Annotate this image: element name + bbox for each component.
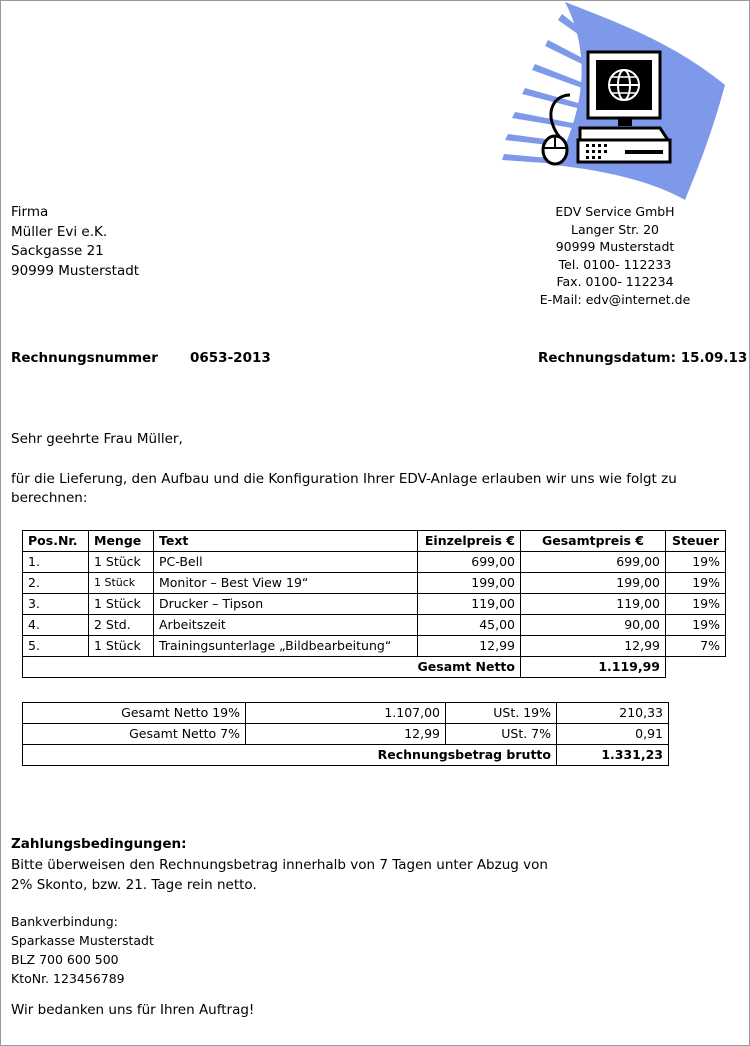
- table-cell: 699,00: [418, 552, 521, 573]
- recipient-line: Firma: [11, 204, 49, 220]
- table-cell: 4.: [23, 615, 89, 636]
- recipient-line: 90999 Musterstadt: [11, 262, 140, 279]
- table-header-row: [23, 531, 726, 552]
- column-header: Text: [154, 531, 418, 552]
- table-row: [23, 573, 726, 594]
- table-cell: USt. 7%: [446, 724, 557, 745]
- table-cell: 12,99: [418, 636, 521, 657]
- invoice-number-label: Rechnungsnummer: [11, 350, 158, 366]
- table-cell: 2.: [23, 573, 89, 594]
- table-gross-row: [23, 745, 669, 766]
- column-header: Einzelpreis €: [418, 531, 521, 552]
- sender-line: Tel. 0100- 112233: [558, 256, 672, 272]
- recipient-address: [11, 203, 139, 281]
- table-cell: 3.: [23, 594, 89, 615]
- table-cell: 1 Stück: [89, 552, 154, 573]
- mouse-icon: [543, 95, 570, 164]
- table-row: [23, 703, 669, 724]
- table-cell: 1 Stück: [89, 636, 154, 657]
- table-row: [23, 615, 726, 636]
- computer-clipart-icon: [500, 0, 730, 205]
- invoice-date: Rechnungsdatum: 15.09.13: [538, 350, 748, 366]
- empty-cell: [666, 657, 726, 678]
- table-cell: 5.: [23, 636, 89, 657]
- salutation: Sehr geehrte Frau Müller,: [11, 431, 183, 447]
- table-row: [23, 594, 726, 615]
- table-cell: 12,99: [521, 636, 666, 657]
- table-cell: 199,00: [521, 573, 666, 594]
- table-cell: 45,00: [418, 615, 521, 636]
- table-cell: 2 Std.: [89, 615, 154, 636]
- table-cell: Arbeitszeit: [154, 615, 418, 636]
- table-row: [23, 636, 726, 657]
- column-header: Gesamtpreis €: [521, 531, 666, 552]
- table-cell: 1.107,00: [246, 703, 446, 724]
- table-cell: 90,00: [521, 615, 666, 636]
- table-cell: 199,00: [418, 573, 521, 594]
- sender-line: Fax. 0100- 112234: [556, 274, 674, 289]
- column-header: Steuer: [666, 531, 726, 552]
- sender-line: Langer Str. 20: [571, 221, 659, 237]
- table-cell: Gesamt Netto 19%: [23, 703, 246, 724]
- table-cell: Drucker – Tipson: [154, 594, 418, 615]
- bank-line: Sparkasse Musterstadt: [11, 933, 154, 948]
- payment-terms-title: Zahlungsbedingungen:: [11, 836, 187, 852]
- table-cell: 119,00: [418, 594, 521, 615]
- recipient-line: Müller Evi e.K.: [11, 223, 108, 240]
- column-header: Menge: [89, 531, 154, 552]
- table-row: [23, 552, 726, 573]
- bank-line: BLZ 700 600 500: [11, 952, 119, 967]
- sender-address: [520, 203, 710, 308]
- column-header: Pos.Nr.: [23, 531, 89, 552]
- keyboard-icon: [578, 128, 670, 162]
- payment-terms-line: Bitte überweisen den Rechnungsbetrag innerhalb von 7 Tagen unter Abzug von: [11, 857, 548, 873]
- net-total-value: 1.119,99: [521, 657, 666, 678]
- table-cell: 19%: [666, 573, 726, 594]
- bank-line: Bankverbindung:: [11, 914, 118, 929]
- table-total-row: [23, 657, 726, 678]
- gross-total-value: 1.331,23: [557, 745, 669, 766]
- closing-text: Wir bedanken uns für Ihren Auftrag!: [11, 1002, 255, 1018]
- payment-terms-line: 2% Skonto, bzw. 21. Tage rein netto.: [11, 877, 257, 893]
- table-cell: 699,00: [521, 552, 666, 573]
- table-cell: PC-Bell: [154, 552, 418, 573]
- table-cell: 1 Stück: [89, 573, 154, 594]
- table-cell: 19%: [666, 615, 726, 636]
- summary-table: [22, 702, 669, 766]
- bank-line: KtoNr. 123456789: [11, 971, 125, 986]
- table-cell: 210,33: [557, 703, 669, 724]
- invoice-number: 0653-2013: [190, 350, 271, 366]
- table-cell: Monitor – Best View 19“: [154, 573, 418, 594]
- sender-line: E-Mail: edv@internet.de: [539, 291, 691, 307]
- sender-line: EDV Service GmbH: [555, 204, 675, 219]
- table-cell: 0,91: [557, 724, 669, 745]
- recipient-line: Sackgasse 21: [11, 243, 104, 259]
- table-row: [23, 724, 669, 745]
- net-total-label: Gesamt Netto: [23, 657, 521, 678]
- table-cell: 7%: [666, 636, 726, 657]
- table-cell: 1.: [23, 552, 89, 573]
- bank-details: [11, 912, 154, 988]
- table-cell: 1 Stück: [89, 594, 154, 615]
- table-cell: Gesamt Netto 7%: [23, 724, 246, 745]
- items-table: [22, 530, 726, 678]
- gross-total-label: Rechnungsbetrag brutto: [23, 745, 557, 766]
- table-cell: 12,99: [246, 724, 446, 745]
- table-cell: 19%: [666, 594, 726, 615]
- table-cell: Trainingsunterlage „Bildbearbeitung“: [154, 636, 418, 657]
- table-cell: 119,00: [521, 594, 666, 615]
- payment-terms-text: [11, 855, 548, 895]
- table-cell: 19%: [666, 552, 726, 573]
- sender-line: 90999 Musterstadt: [555, 239, 675, 254]
- table-cell: USt. 19%: [446, 703, 557, 724]
- intro-text: für die Lieferung, den Aufbau und die Konfiguration Ihrer EDV-Anlage erlauben wir uns wie folgt zu berechnen:: [11, 471, 677, 506]
